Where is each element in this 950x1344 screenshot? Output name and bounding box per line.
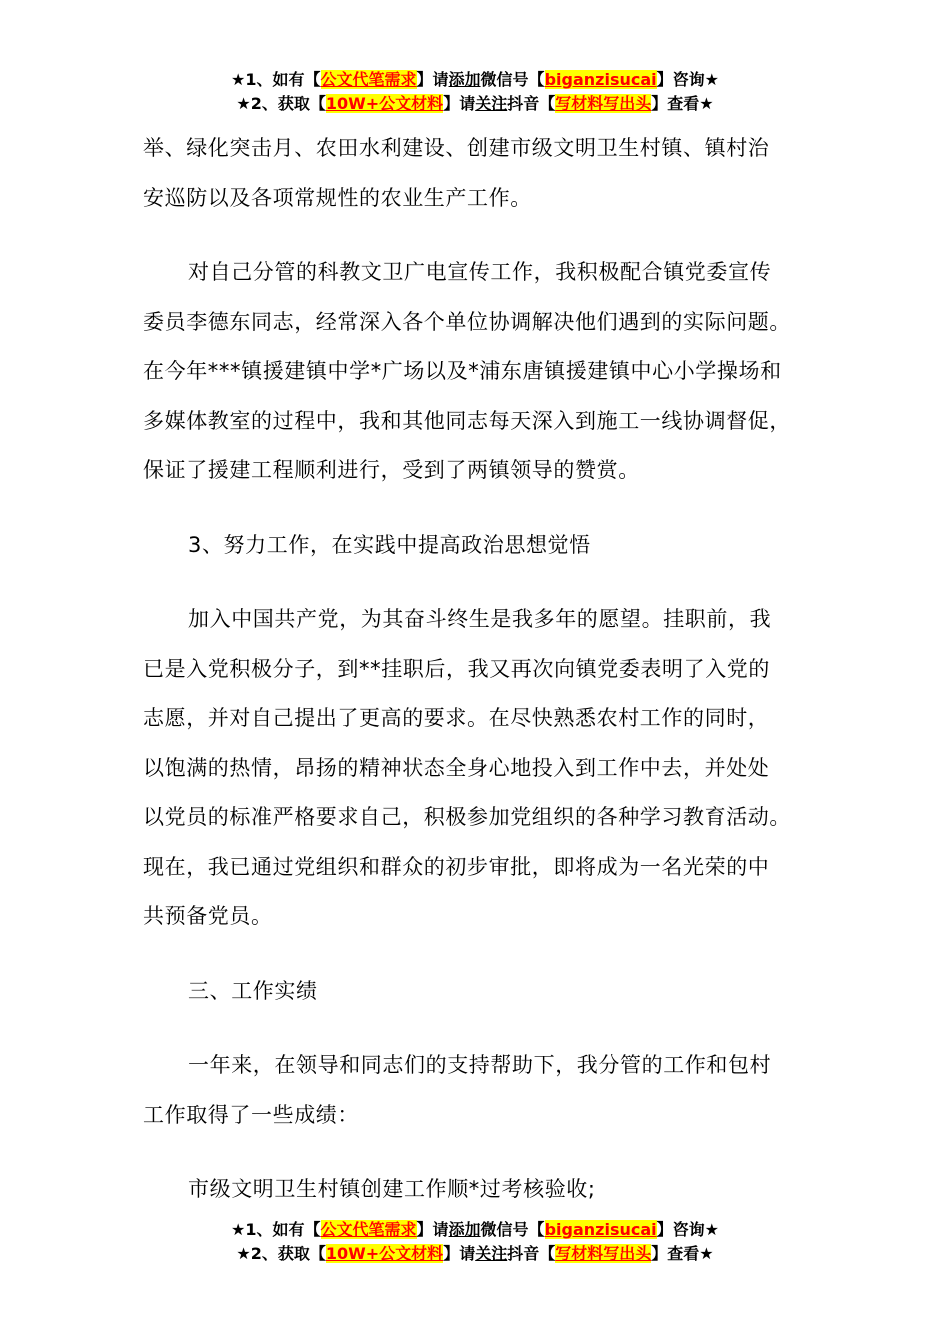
banner-line-2: ★2、获取【10W+公文材料】请关注抖音【写材料写出头】查看★: [236, 1244, 714, 1263]
highlight-ghostwriting: 公文代笔需求: [320, 1220, 417, 1239]
text-line: 3、努力工作，在实践中提高政治思想觉悟: [188, 532, 591, 557]
highlight-ghostwriting: 公文代笔需求: [320, 70, 417, 89]
paragraph: [143, 248, 833, 496]
text-line: 在今年***镇援建镇中学*广场以及*浦东唐镇援建镇中心小学操场和: [143, 359, 782, 383]
paragraph: [143, 124, 833, 223]
paragraph: [143, 967, 833, 1017]
text-line: 三、工作实绩: [188, 978, 318, 1003]
text-line: 保证了援建工程顺利进行，受到了两镇领导的赞赏。: [143, 458, 640, 482]
highlight-wechat-id: biganzisucai: [544, 70, 657, 89]
highlight-materials: 10W+公文材料: [325, 1244, 444, 1263]
text-line: 志愿，并对自己提出了更高的要求。在尽快熟悉农村工作的同时，: [143, 706, 770, 730]
text-line: 以饱满的热情，昂扬的精神状态全身心地投入到工作中去，并处处: [143, 755, 770, 780]
paragraph: [143, 595, 833, 942]
footer-banner: [0, 1218, 950, 1266]
text-line: 现在，我已通过党组织和群众的初步审批，即将成为一名光荣的中: [143, 854, 770, 879]
text-line: 市级文明卫生村镇创建工作顺*过考核验收;: [188, 1177, 596, 1201]
text-line: 加入中国共产党，为其奋斗终生是我多年的愿望。挂职前，我: [188, 607, 772, 631]
text-line: 多媒体教室的过程中，我和其他同志每天深入到施工一线协调督促，: [143, 408, 791, 433]
highlight-wechat-id: biganzisucai: [544, 1220, 657, 1239]
text-line: 以党员的标准严格要求自己，积极参加党组织的各种学习教育活动。: [143, 805, 791, 829]
text-line: 一年来，在领导和同志们的支持帮助下，我分管的工作和包村: [188, 1053, 772, 1077]
paragraph: [143, 1165, 833, 1215]
text-line: 已是入党积极分子，到**挂职后，我又再次向镇党委表明了入党的: [143, 656, 770, 681]
paragraph: [143, 1041, 833, 1140]
highlight-materials: 10W+公文材料: [325, 94, 444, 113]
banner-line-1: ★1、如有【公文代笔需求】请添加微信号【biganzisucai】咨询★: [231, 1220, 719, 1239]
text-line: 工作取得了一些成绩：: [143, 1102, 359, 1127]
text-line: 举、绿化突击月、农田水利建设、创建市级文明卫生村镇、镇村治: [143, 136, 770, 160]
paragraph: [143, 521, 833, 571]
document-body: [143, 124, 833, 1240]
banner-line-1: ★1、如有【公文代笔需求】请添加微信号【biganzisucai】咨询★: [231, 70, 719, 89]
header-banner: [0, 68, 950, 116]
text-line: 共预备党员。: [143, 904, 273, 928]
text-line: 委员李德东同志，经常深入各个单位协调解决他们遇到的实际问题。: [143, 309, 791, 334]
highlight-douyin: 写材料写出头: [555, 94, 652, 113]
text-line: 安巡防以及各项常规性的农业生产工作。: [143, 185, 532, 210]
banner-line-2: ★2、获取【10W+公文材料】请关注抖音【写材料写出头】查看★: [236, 94, 714, 113]
highlight-douyin: 写材料写出头: [555, 1244, 652, 1263]
text-line: 对自己分管的科教文卫广电宣传工作，我积极配合镇党委宣传: [188, 260, 772, 284]
